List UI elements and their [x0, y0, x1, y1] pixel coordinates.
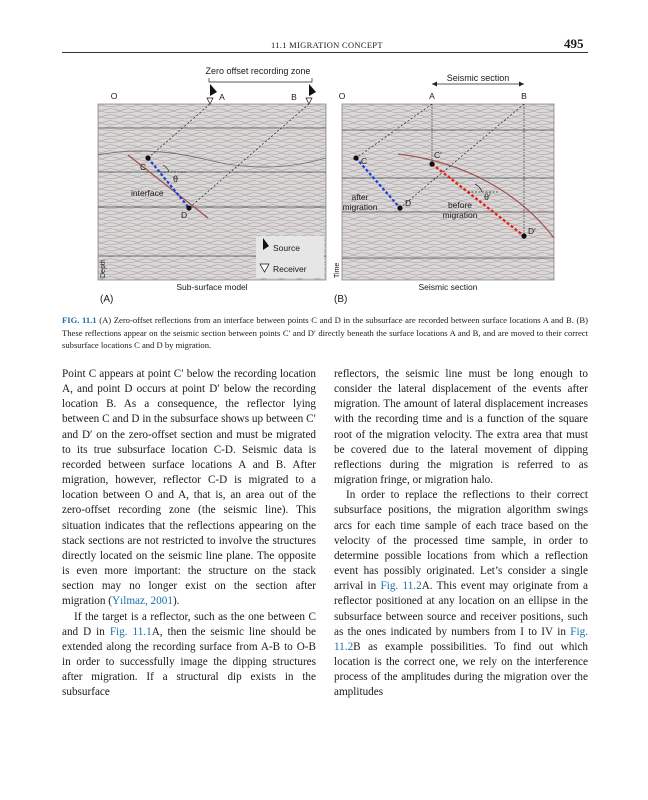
legend-source: Source [273, 243, 300, 253]
left-point-d-dot [186, 205, 191, 210]
paragraph: reflectors, the seismic line must be long enough to consider the lateral displacement of the events after migration. The amount of lateral displacement increases with the recording time and is a function of the square root of the migration velocity. The extra area that must be covered due to the lateral movement of dipping reflections during the migration is referred to as migration fringe, or migration halo. [334, 368, 588, 487]
right-bottom-label: Seismic section [418, 282, 478, 292]
right-point-c: C [361, 156, 368, 166]
depth-axis-label: Depth [100, 259, 107, 278]
left-point-b: B [291, 92, 297, 102]
paragraph: Point C appears at point C′ below the recording location A, and point D occurs at point D′ below the recording location B. As a consequence, the reflector lying between C and D in the subsurface shows up between C′ and D′ on the zero-offset section and must be migrated to its true subsurface location C-D. Seismic data is recorded between surface locations A and B. After migration, however, reflector C-D is migrated to a location between O and A, that is, an area out of the zero-offset recording zone (the seismic line). This situation indicates that the reflections appearing on the stack sections are not restricted to involve the structures directly located on the seismic line plane. The opposite is even more important: the structure on the stack section may no longer exist on the section after migration (Yılmaz, 2001). [62, 368, 316, 608]
after-migration-label-2: migration [342, 202, 378, 212]
header-rule [62, 52, 588, 53]
left-point-a: A [219, 92, 225, 102]
interface-label: interface [131, 188, 164, 198]
source-flag-b [309, 84, 316, 96]
citation-link[interactable]: Yılmaz, 2001 [112, 595, 173, 608]
panel-label-b: (B) [334, 294, 348, 304]
source-flag-a [210, 84, 217, 96]
right-point-d-dot [397, 205, 402, 210]
caption-label: FIG. 11.1 [62, 315, 97, 325]
left-point-c-dot [145, 155, 150, 160]
panel-label-a: (A) [100, 294, 114, 304]
point-d-prime: D′ [528, 226, 536, 236]
receiver-triangle-b [306, 98, 312, 104]
seismic-section-title: Seismic section [446, 73, 510, 83]
left-point-o: O [110, 91, 118, 101]
left-point-c: C [140, 162, 147, 172]
receiver-triangle-a [207, 98, 213, 104]
left-point-d: D [181, 210, 188, 220]
paragraph: In order to replace the reflections to their correct subsurface positions, the migration algorithm swings arcs for each time sample of each trace based on the velocity of the processed time sample, in order to determine possible locations from which a reflection event has possibly originated. Let’s consider a single arrival in Fig. 11.2A. This event may originate from a reflector positioned at any location on an ellipse in the subsurface between source and receiver positions, such as the ones indicated by numbers from I to IV in Fig. 11.2B as example possibilities. To find out which location is the correct one, we rely on the interference process of the amplitudes during the migration over the amplitudes [334, 489, 588, 699]
after-migration-label-1: after [351, 192, 369, 202]
section-arrow-left [432, 82, 437, 87]
figure-caption [62, 314, 588, 352]
legend-receiver: Receiver [273, 264, 307, 274]
zero-offset-zone-label: Zero offset recording zone [205, 66, 311, 76]
running-header-title: 11.1 MIGRATION CONCEPT [271, 40, 383, 50]
paragraph: If the target is a reflector, such as the one between C and D in Fig. 11.1A, then the seismic line should be extended along the recording surface from A-B to O-B in order to successfully image the dipping structures after migration. If a structural dip exists in the subsurface [62, 610, 316, 699]
right-point-o: O [338, 91, 346, 101]
right-point-a: A [429, 91, 435, 101]
zone-bracket [209, 78, 312, 82]
figure-ref-link[interactable]: Fig. 11.2 [380, 580, 422, 593]
right-angle-theta-prime: θ′ [484, 192, 491, 202]
left-bottom-label: Sub-surface model [176, 282, 248, 292]
right-point-b: B [521, 91, 527, 101]
page-number: 495 [564, 36, 584, 51]
point-d-prime-dot [521, 233, 526, 238]
left-angle-theta: θ [173, 174, 179, 184]
figure-11-1 [88, 60, 560, 304]
right-point-c-dot [353, 155, 358, 160]
point-c-prime-dot [429, 161, 434, 166]
before-migration-label-2: migration [442, 210, 478, 220]
figure-ref-link[interactable]: Fig. 11.2 [334, 625, 588, 653]
time-axis-label: Time [334, 262, 341, 278]
before-migration-label-1: before [447, 200, 473, 210]
figure-ref-link[interactable]: Fig. 11.1 [109, 625, 152, 638]
right-point-d: D [405, 198, 412, 208]
body-column-left [62, 367, 316, 700]
caption-text: (A) Zero-offset reflections from an interface between points C and D in the subsurface are recorded between surface locations A and B. (B) These reflections appear on the seismic section between points C′ and D′ directly beneath the surface locations A and B, and are moved to their correct subsurface locations C and D by migration. [62, 315, 589, 350]
body-column-right [334, 367, 588, 700]
point-c-prime: C′ [434, 150, 442, 160]
section-arrow-right [519, 82, 524, 87]
